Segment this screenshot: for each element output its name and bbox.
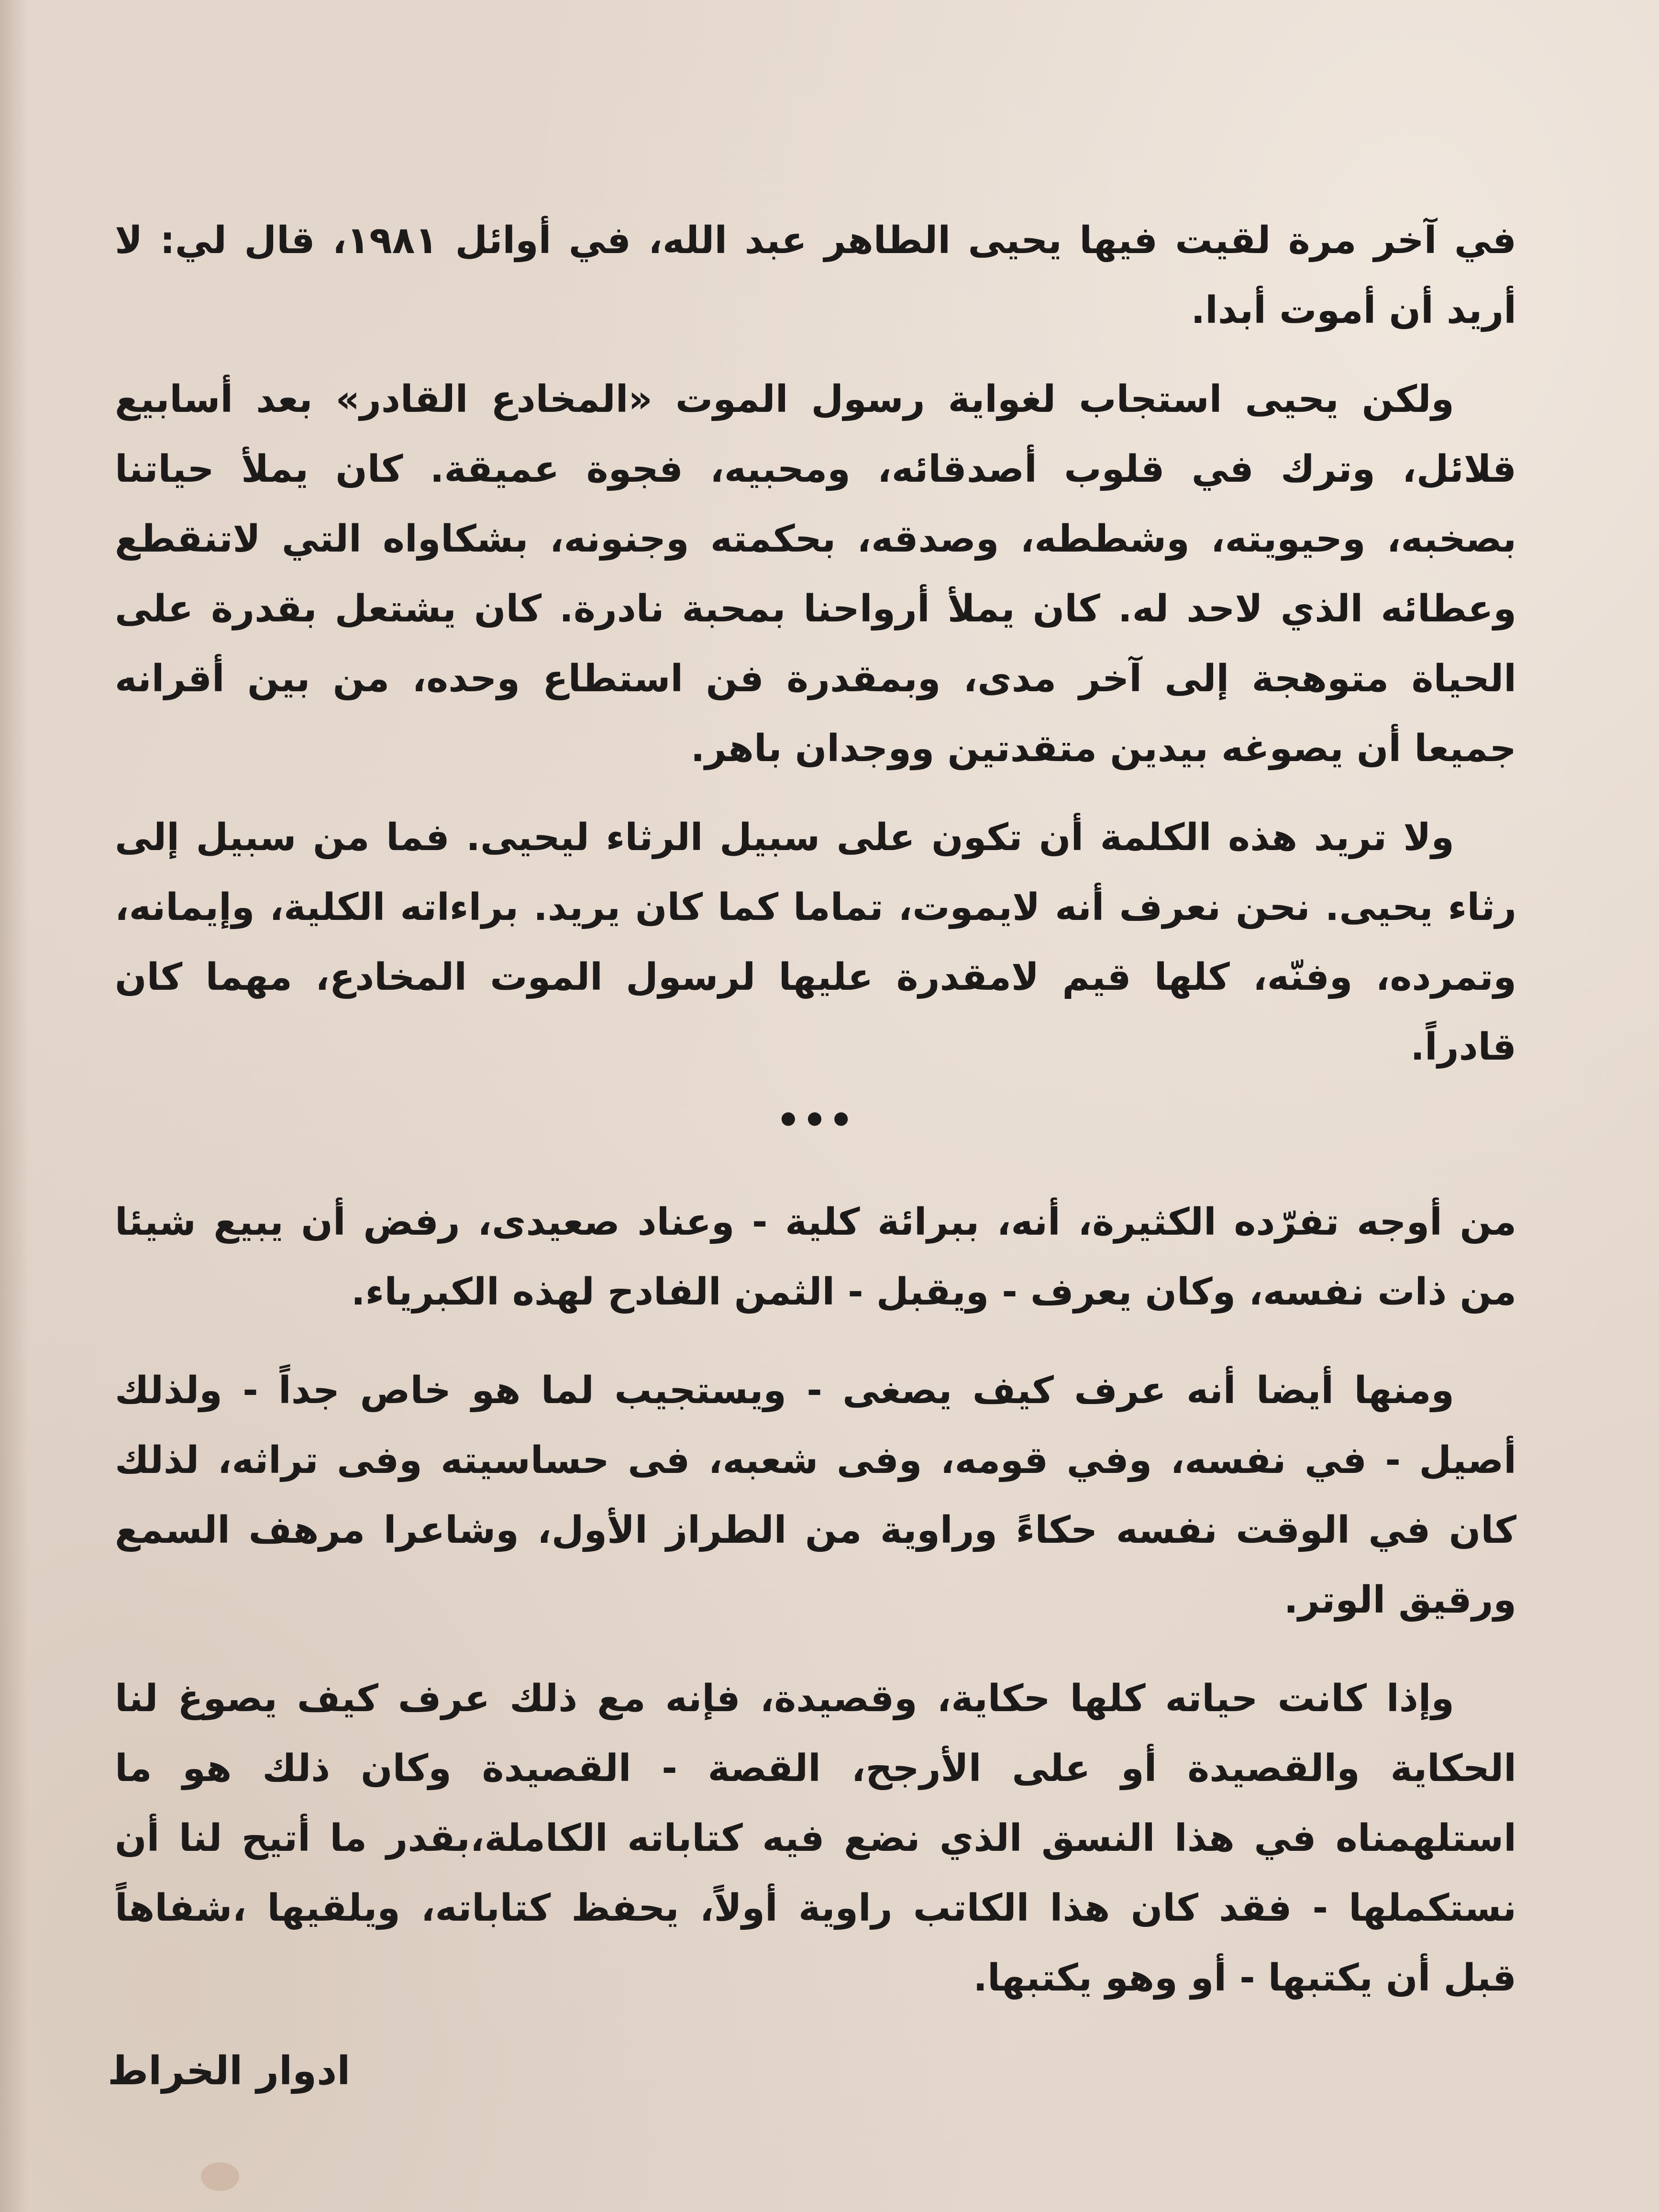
paragraph-gap <box>115 784 1516 803</box>
paragraph-6: وإذا كانت حياته كلها حكاية، وقصيدة، فإنه مع ذلك عرف كيف يصوغ لنا الحكاية والقصيدة أو على الأرجح، القصة - القصيدة وكان ذلك هو ما استلهمناه في هذا النسق الذي نضع فيه كتاباته الكاملة،بقدر ما أتيح لنا أن نستكملها - فقد كان هذا الكاتب راوية أولاً، يحفظ كتاباته، ويلقيها ،شفاهاً قبل أن يكتبها - أو وهو يكتبها. <box>115 1677 1516 2000</box>
author-signature: ادوار الخراط <box>108 2048 351 2094</box>
paragraph-3: ولا تريد هذه الكلمة أن تكون على سبيل الرثاء ليحيى. فما من سبيل إلى رثاء يحيى. نحن نعرف أنه لايموت، تماما كما كان يريد. براءاته الكلية، وإيمانه، وتمرده، وفنّه، كلها قيم لامقدرة عليها لرسول الموت المخادع، مهما كان قادراً. <box>115 816 1516 1069</box>
paragraph-gap <box>115 1327 1516 1356</box>
section-separator: ••• <box>776 1098 855 1142</box>
text-block <box>115 206 1516 2013</box>
paragraph-1: في آخر مرة لقيت فيها يحيى الطاهر عبد الله، في أوائل ١٩٨١، قال لي: لا أريد أن أموت أبدا. <box>115 219 1516 332</box>
paragraph-gap <box>115 345 1516 365</box>
paper-stain <box>201 2162 239 2191</box>
paragraph-5: ومنها أيضا أنه عرف كيف يصغى - ويستجيب لما هو خاص جداً - ولذلك أصيل - في نفسه، وفي قومه، وفى شعبه، فى حساسيته وفى تراثه، لذلك كان في الوقت نفسه حكاءً وراوية من الطراز الأول، وشاعرا مرهف السمع ورقيق الوتر. <box>115 1369 1516 1622</box>
paragraph-2: ولكن يحيى استجاب لغواية رسول الموت «المخادع القادر» بعد أسابيع قلائل، وترك في قلوب أصدقائه، ومحبيه، فجوة عميقة. كان يملأ حياتنا بصخبه، وحيويته، وشططه، وصدقه، بحكمته وجنونه، بشكاواه التي لاتنقطع وعطائه الذي لاحد له. كان يملأ أرواحنا بمحبة نادرة. كان يشتعل بقدرة على الحياة متوهجة إلى آخر مدى، وبمقدرة فن استطاع وحده، من بين أقرانه جميعا أن يصوغه بيدين متقدتين ووجدان باهر. <box>115 378 1516 770</box>
paragraph-4: من أوجه تفرّده الكثيرة، أنه، ببرائة كلية - وعناد صعيدى، رفض أن يبيع شيئا من ذات نفسه، وكان يعرف - ويقبل - الثمن الفادح لهذه الكبرياء. <box>115 1201 1516 1314</box>
paragraph-gap <box>115 1635 1516 1664</box>
page-edge-shadow <box>0 0 29 2212</box>
